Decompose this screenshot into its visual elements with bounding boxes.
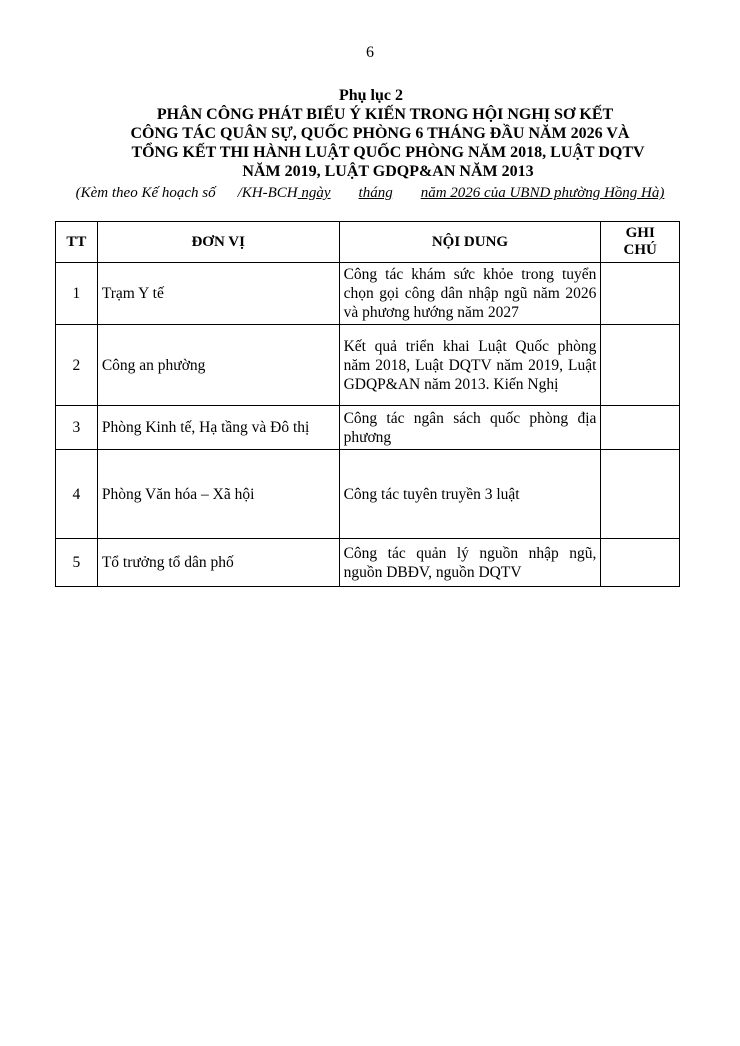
header-tt: TT [56,222,98,263]
row-unit: Tổ trưởng tổ dân phố [97,539,339,587]
appendix-label: Phụ lục 2 [338,87,403,104]
table-row [56,263,680,325]
row-number: 3 [56,406,98,450]
row-number: 4 [56,450,98,539]
row-content: Công tác quản lý nguồn nhập ngũ, nguồn DBĐV, nguồn DQTV [339,539,601,587]
title-line-1: PHÂN CÔNG PHÁT BIỂU Ý KIẾN TRONG HỘI NGHỊ SƠ KẾT [156,106,614,123]
row-content: Kết quả triển khai Luật Quốc phòng năm 2018, Luật DQTV năm 2019, Luật GDQP&AN năm 2013. Kiến Nghị [339,325,601,406]
row-note [601,325,680,406]
plan-reference-date: ngày tháng năm 2026 của UBND phường Hồng Hà) [301,185,665,201]
table-row [56,406,680,450]
plan-reference-code: /KH-BCH [237,185,298,201]
table-header-row [56,222,680,263]
row-note [601,450,680,539]
row-note [601,263,680,325]
row-content: Công tác ngân sách quốc phòng địa phương [339,406,601,450]
row-content: Công tác khám sức khỏe trong tuyển chọn gọi công dân nhập ngũ năm 2026 và phương hướng năm 2027 [339,263,601,325]
table-row [56,450,680,539]
header-content: NỘI DUNG [339,222,601,263]
header-note: GHI CHÚ [601,222,680,263]
row-unit: Công an phường [97,325,339,406]
row-content: Công tác tuyên truyền 3 luật [339,450,601,539]
title-line-3: TỔNG KẾT THI HÀNH LUẬT QUỐC PHÒNG NĂM 2018, LUẬT DQTV [131,144,645,161]
row-number: 5 [56,539,98,587]
title-line-4: NĂM 2019, LUẬT GDQP&AN NĂM 2013 [242,163,534,180]
row-unit: Phòng Văn hóa – Xã hội [97,450,339,539]
title-line-2: CÔNG TÁC QUÂN SỰ, QUỐC PHÒNG 6 THÁNG ĐẦU NĂM 2026 VÀ [130,125,630,142]
document-title [0,86,740,181]
plan-reference [0,185,740,202]
row-note [601,539,680,587]
row-number: 1 [56,263,98,325]
plan-reference-prefix: (Kèm theo Kế hoạch số [75,185,216,201]
header-unit: ĐƠN VỊ [97,222,339,263]
row-unit: Trạm Y tế [97,263,339,325]
row-unit: Phòng Kinh tế, Hạ tầng và Đô thị [97,406,339,450]
row-number: 2 [56,325,98,406]
row-note [601,406,680,450]
page-number: 6 [366,44,374,61]
assignment-table [55,221,680,587]
table-row [56,325,680,406]
table-row [56,539,680,587]
